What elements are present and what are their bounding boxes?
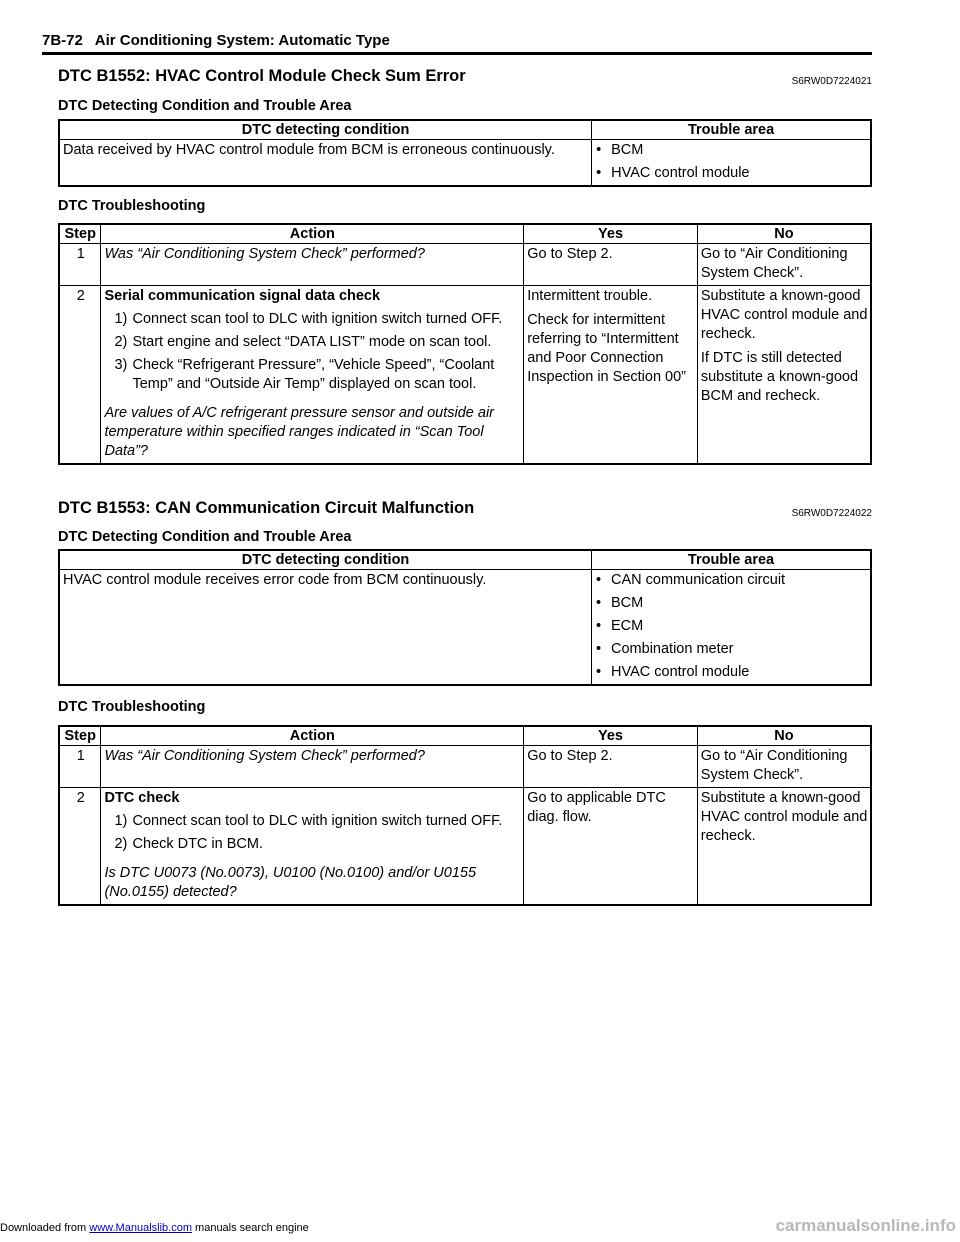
manualslib-link[interactable]: www.Manualslib.com (89, 1222, 192, 1234)
list-item: • HVAC control module (595, 164, 868, 183)
list-item: • CAN communication circuit (595, 571, 868, 590)
header-rule (42, 52, 872, 55)
list-item: 3) Check “Refrigerant Pressure”, “Vehicle Speed”, “Coolant Temp” and “Outside Air Temp” displayed on scan tool. (114, 357, 495, 392)
section2-troubleshooting-table (58, 725, 872, 906)
watermark: carmanualsonline.info (775, 1216, 956, 1235)
col-header-action: Action (101, 726, 524, 746)
step-number: 2 (59, 286, 101, 465)
section2-condition-table (58, 549, 872, 686)
yes-cell: Go to applicable DTC diag. flow. (524, 788, 698, 906)
step-number: 1 (59, 746, 101, 788)
action-cell (101, 286, 524, 465)
trouble-area-cell (592, 140, 871, 187)
section2-trouble-heading: DTC Troubleshooting (58, 699, 206, 715)
col-header-no: No (697, 224, 871, 244)
yes-cell: Go to Step 2. (524, 244, 698, 286)
trouble-area-cell (592, 570, 871, 686)
section2-cond-heading: DTC Detecting Condition and Trouble Area (58, 529, 352, 545)
section1-title: DTC B1552: HVAC Control Module Check Sum Error (58, 67, 466, 85)
list-item: • BCM (595, 141, 868, 160)
action-cell (101, 788, 524, 906)
section1-troubleshooting-table (58, 223, 872, 465)
table-row (59, 746, 871, 788)
table-row (59, 286, 871, 465)
list-item: • HVAC control module (595, 663, 868, 682)
col-header-condition: DTC detecting condition (59, 550, 592, 570)
step-number: 1 (59, 244, 101, 286)
action-title: Serial communication signal data check (104, 288, 381, 304)
download-footer: Downloaded from www.Manualslib.com manuals search engine (0, 1222, 309, 1234)
section1-cond-heading: DTC Detecting Condition and Trouble Area (58, 98, 352, 114)
col-header-trouble-area: Trouble area (592, 120, 871, 140)
list-item: 1) Connect scan tool to DLC with ignition switch turned OFF. (114, 813, 503, 829)
no-cell: Substitute a known-good HVAC control module and recheck. If DTC is still detected substitute a known-good BCM and recheck. (697, 286, 871, 465)
yes-cell: Go to Step 2. (524, 746, 698, 788)
col-header-trouble-area: Trouble area (592, 550, 871, 570)
section2-code: S6RW0D7224022 (791, 508, 872, 519)
list-item: 2) Check DTC in BCM. (114, 836, 263, 852)
section1-code: S6RW0D7224021 (791, 76, 872, 87)
action-question: Are values of A/C refrigerant pressure sensor and outside air temperature within specified ranges indicated in “Scan Tool Data”? (104, 405, 495, 459)
no-cell: Substitute a known-good HVAC control module and recheck. (697, 788, 871, 906)
list-item: • ECM (595, 617, 868, 636)
col-header-yes: Yes (524, 726, 698, 746)
condition-cell: HVAC control module receives error code from BCM continuously. (59, 570, 592, 686)
list-item: • BCM (595, 594, 868, 613)
col-header-condition: DTC detecting condition (59, 120, 592, 140)
col-header-yes: Yes (524, 224, 698, 244)
col-header-action: Action (101, 224, 524, 244)
action-title: DTC check (104, 790, 180, 806)
no-cell: Go to “Air Conditioning System Check”. (697, 746, 871, 788)
table-row (59, 244, 871, 286)
section1-trouble-heading: DTC Troubleshooting (58, 198, 206, 214)
list-item: • Combination meter (595, 640, 868, 659)
condition-cell: Data received by HVAC control module from BCM is erroneous continuously. (59, 140, 592, 187)
page-header: 7B-72 Air Conditioning System: Automatic Type (42, 32, 390, 49)
action-cell: Was “Air Conditioning System Check” performed? (101, 244, 524, 286)
table-row (59, 788, 871, 906)
no-cell: Go to “Air Conditioning System Check”. (697, 244, 871, 286)
action-cell: Was “Air Conditioning System Check” performed? (101, 746, 524, 788)
col-header-step: Step (59, 726, 101, 746)
step-number: 2 (59, 788, 101, 906)
section1-condition-table (58, 119, 872, 187)
section2-title: DTC B1553: CAN Communication Circuit Malfunction (58, 499, 475, 517)
col-header-no: No (697, 726, 871, 746)
col-header-step: Step (59, 224, 101, 244)
yes-cell: Intermittent trouble. Check for intermittent referring to “Intermittent and Poor Connection Inspection in Section 00” (524, 286, 698, 465)
list-item: 2) Start engine and select “DATA LIST” mode on scan tool. (114, 334, 492, 350)
list-item: 1) Connect scan tool to DLC with ignition switch turned OFF. (114, 311, 503, 327)
action-question: Is DTC U0073 (No.0073), U0100 (No.0100) and/or U0155 (No.0155) detected? (104, 865, 477, 900)
